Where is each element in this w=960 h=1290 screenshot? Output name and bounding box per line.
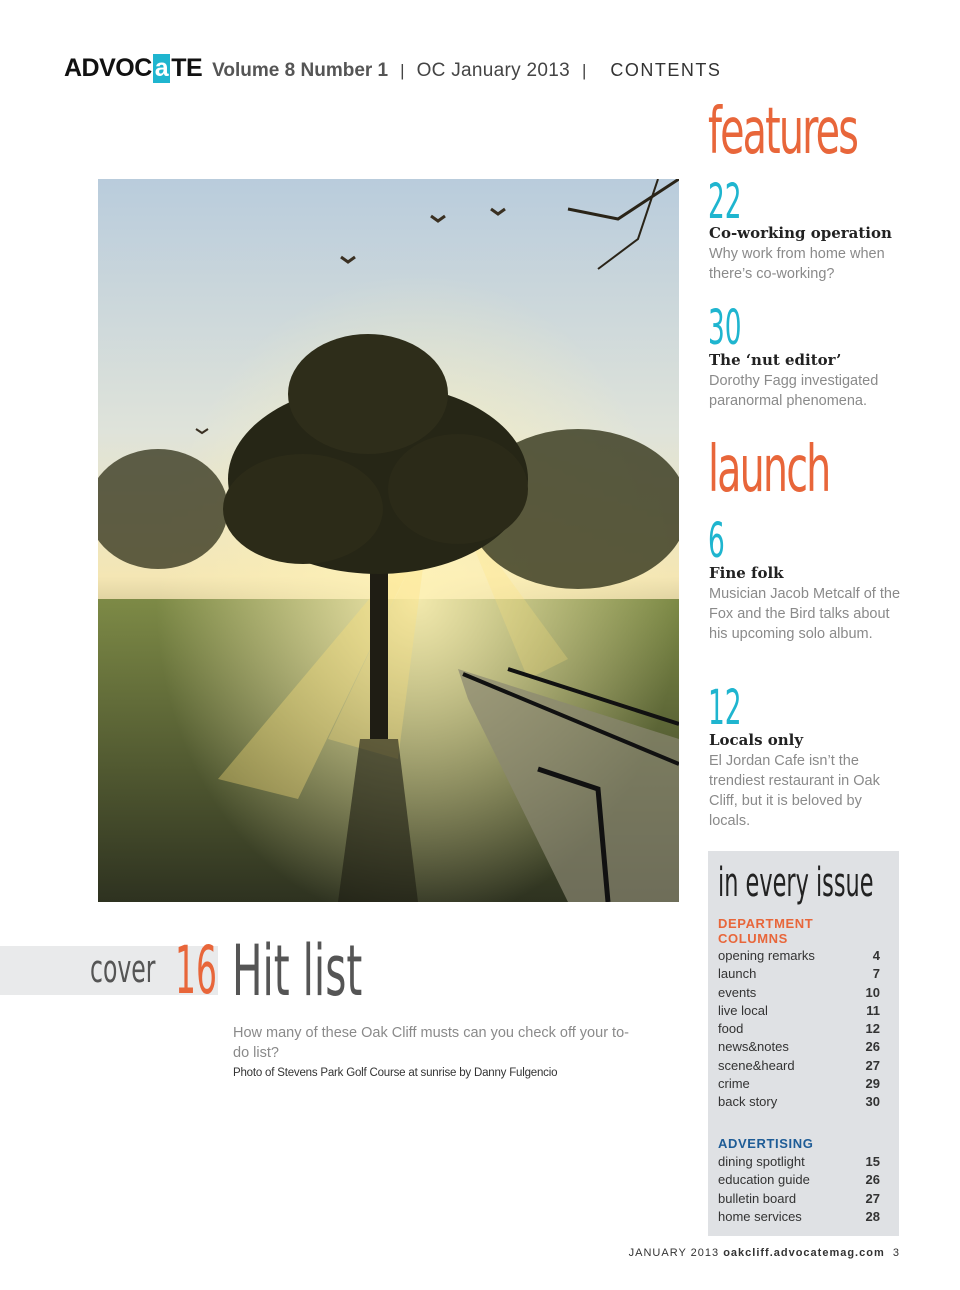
story-description: Musician Jacob Metcalf of the Fox and the Bird talks about his upcoming solo album. <box>709 586 901 642</box>
story-title: Co-working operation <box>709 224 892 242</box>
list-item: back story 30 <box>718 1094 880 1110</box>
story-description: El Jordan Cafe isn’t the trendiest restaurant in Oak Cliff, but it is beloved by locals. <box>709 753 880 829</box>
list-item: education guide 26 <box>718 1172 880 1188</box>
story-description: Why work from home when there’s co-working? <box>709 246 885 282</box>
page-footer <box>629 1247 900 1259</box>
header-separator: | <box>581 61 587 80</box>
advertising-list <box>718 1154 880 1227</box>
cover-photo <box>98 179 679 902</box>
launch-heading: launch <box>708 433 830 507</box>
list-item: scene&heard 27 <box>718 1057 880 1073</box>
story-description: Dorothy Fagg investigated paranormal phenomena. <box>709 373 879 409</box>
footer-date: JANUARY 2013 <box>628 1247 720 1259</box>
volume-number: Volume 8 Number 1 <box>212 60 389 81</box>
photo-credit: Photo of Stevens Park Golf Course at sunrise by Danny Fulgencio <box>233 1067 558 1079</box>
list-item: live local 11 <box>718 1002 880 1018</box>
cover-title: Hit list <box>232 930 363 1012</box>
advertising-label: ADVERTISING <box>718 1136 814 1151</box>
department-list <box>718 948 880 1113</box>
cover-page-number: 16 <box>175 932 217 1009</box>
story-page-number: 12 <box>708 680 742 736</box>
story-title: Fine folk <box>709 564 784 582</box>
list-item: news&notes 26 <box>718 1039 880 1055</box>
every-issue-heading: in every issue <box>718 860 874 906</box>
list-item: events 10 <box>718 984 880 1000</box>
list-item: bulletin board 27 <box>718 1190 880 1206</box>
story-title: Locals only <box>709 731 804 749</box>
advocate-logo: ADVOC a TE <box>64 54 203 82</box>
features-heading: features <box>708 95 858 169</box>
story-page-number: 30 <box>708 300 742 356</box>
cover-label: cover <box>90 947 156 991</box>
footer-site: oakcliff.advocatemag.com <box>723 1247 885 1259</box>
list-item: opening remarks 4 <box>718 948 880 963</box>
list-item: home services 28 <box>718 1208 880 1224</box>
list-item: crime 29 <box>718 1076 880 1092</box>
page-number: 3 <box>892 1247 900 1259</box>
cover-description: How many of these Oak Cliff musts can you check off your to-do list? <box>233 1025 629 1061</box>
issue-date: OC January 2013 <box>416 60 570 81</box>
section-label: CONTENTS <box>610 60 722 80</box>
list-item: launch 7 <box>718 966 880 982</box>
list-item: dining spotlight 15 <box>718 1154 880 1169</box>
story-page-number: 6 <box>708 513 725 569</box>
story-title: The ‘nut editor’ <box>709 351 842 369</box>
header-separator: | <box>400 61 405 80</box>
list-item: food 12 <box>718 1021 880 1037</box>
masthead <box>64 54 721 84</box>
department-columns-label: DEPARTMENT COLUMNS <box>718 916 814 946</box>
story-page-number: 22 <box>708 174 742 230</box>
every-issue-panel <box>708 851 899 1236</box>
